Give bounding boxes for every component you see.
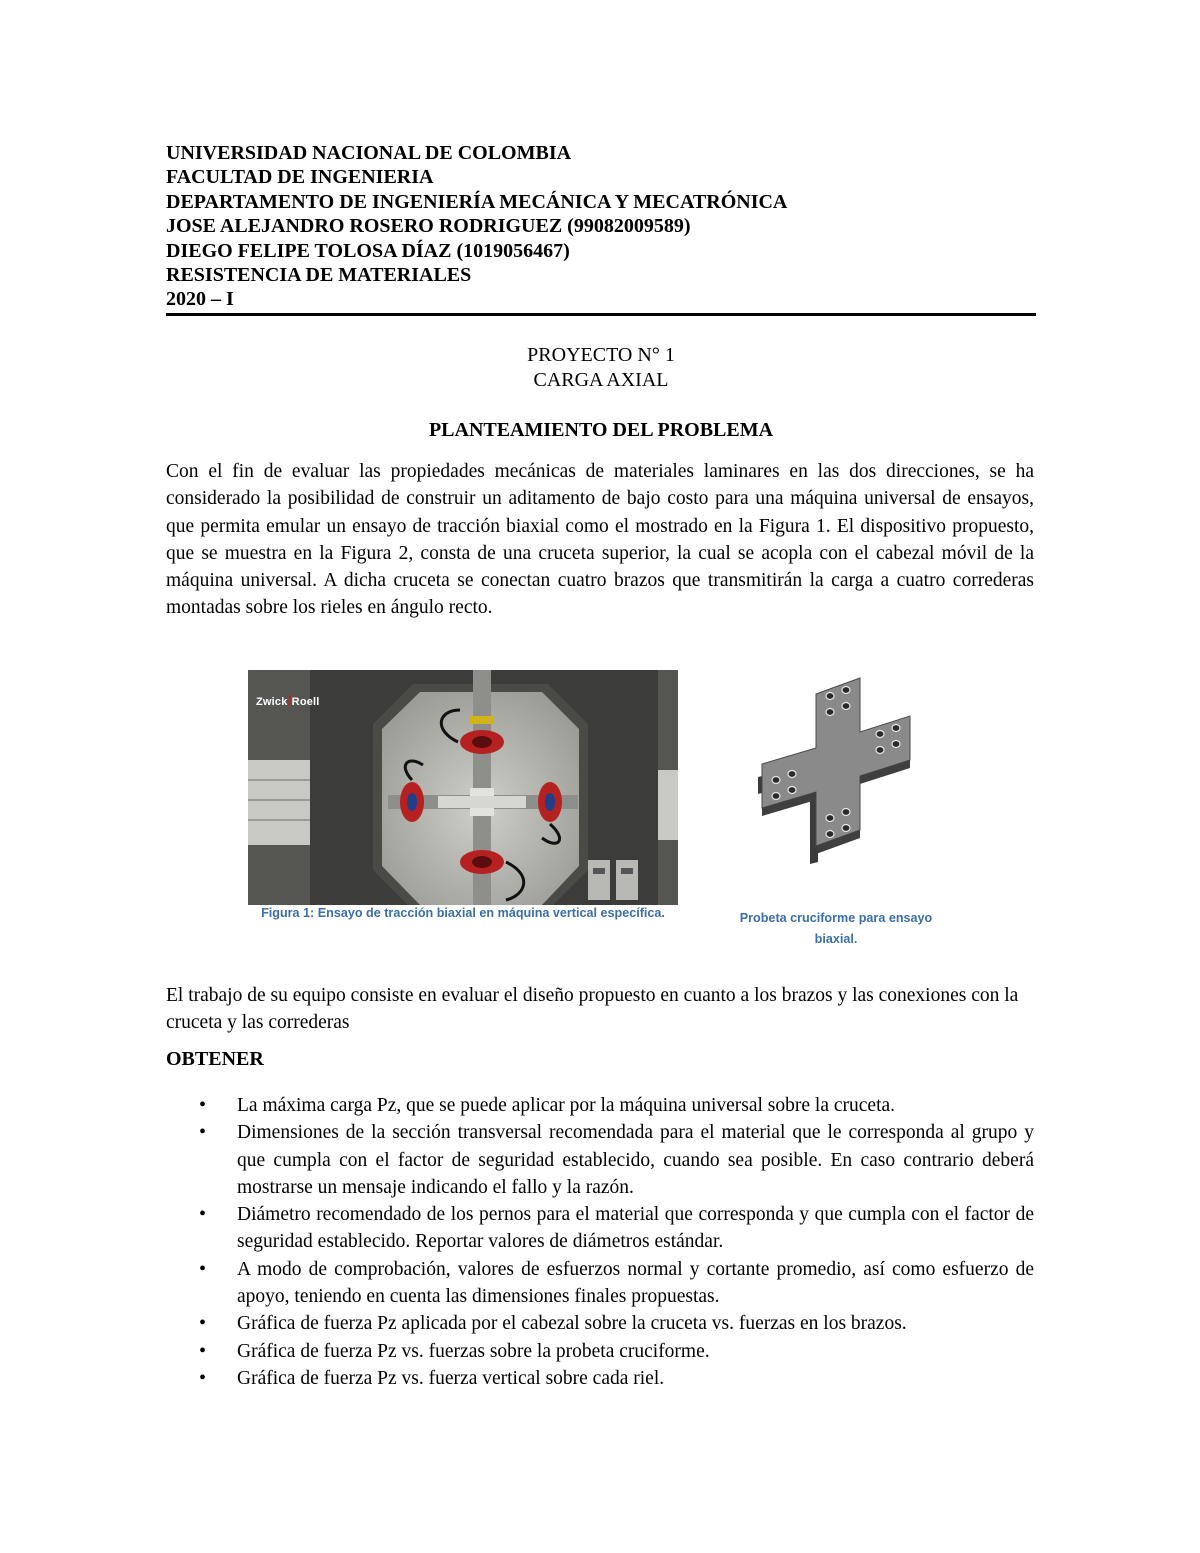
- figure-2-image: [748, 672, 928, 864]
- work-paragraph: El trabajo de su equipo consiste en evaluar el diseño propuesto en cuanto a los brazos y las conexiones con la cruceta y las correderas: [166, 985, 1019, 1034]
- figure-1-caption: Figura 1: Ensayo de tracción biaxial en máquina vertical específica.: [261, 906, 665, 920]
- faculty-name: FACULTAD DE INGENIERIA: [166, 166, 434, 189]
- obtain-list: [166, 1092, 1034, 1392]
- semester: 2020 – I: [166, 288, 234, 311]
- list-item: • A modo de comprobación, valores de esfuerzos normal y cortante promedio, así como esfuerzo de apoyo, teniendo en cuenta las dimensiones finales propuestas.: [166, 1256, 1034, 1311]
- zwick-roell-logo: Zwick/Roell: [256, 692, 320, 708]
- course-name: RESISTENCIA DE MATERIALES: [166, 264, 472, 287]
- author-2: DIEGO FELIPE TOLOSA DÍAZ (1019056467): [166, 239, 570, 262]
- problem-paragraph: Con el fin de evaluar las propiedades mecánicas de materiales laminares en las dos direcciones, se ha considerado la posibilidad de construir un aditamento de bajo costo para una máquina universal de ensayos, que permita emular un ensayo de tracción biaxial como el mostrado en la Figura 1. El dispositivo propuesto, que se muestra en la Figura 2, consta de una cruceta superior, la cual se acopla con el cabezal móvil de la máquina universal. A dicha cruceta se conectan cuatro brazos que transmitirán la carga a cuatro correderas montadas sobre los rieles en ángulo recto.: [166, 461, 1034, 619]
- list-item: • La máxima carga Pz, que se puede aplicar por la máquina universal sobre la cruceta.: [166, 1092, 1034, 1119]
- problem-heading: PLANTEAMIENTO DEL PROBLEMA: [428, 419, 774, 441]
- department-name: DEPARTAMENTO DE INGENIERÍA MECÁNICA Y MECATRÓNICA: [166, 190, 788, 213]
- figure-1-image: [248, 670, 678, 905]
- project-subtitle: CARGA AXIAL: [533, 369, 669, 391]
- university-name: UNIVERSIDAD NACIONAL DE COLOMBIA: [166, 142, 572, 164]
- header-divider: [166, 313, 1036, 316]
- list-item: • Dimensiones de la sección transversal recomendada para el material que le corresponda al grupo y que cumpla con el factor de seguridad establecido, cuando sea posible. En caso contrario deberá mostrarse un mensaje indicando el fallo y la razón.: [166, 1119, 1034, 1201]
- list-item: • Gráfica de fuerza Pz vs. fuerzas sobre la probeta cruciforme.: [166, 1338, 1034, 1365]
- header-block: [166, 141, 1036, 312]
- list-item: • Gráfica de fuerza Pz aplicada por el cabezal sobre la cruceta vs. fuerzas en los brazos.: [166, 1310, 1034, 1337]
- obtain-heading: OBTENER: [166, 1048, 264, 1070]
- project-title-block: [166, 343, 1036, 393]
- project-number: PROYECTO N° 1: [527, 344, 675, 366]
- list-item: • Diámetro recomendado de los pernos para el material que corresponda y que cumpla con el factor de seguridad establecido. Reportar valores de diámetros estándar.: [166, 1201, 1034, 1256]
- figure-2-caption: Probeta cruciforme para ensayo biaxial.: [739, 911, 933, 946]
- list-item: • Gráfica de fuerza Pz vs. fuerza vertical sobre cada riel.: [166, 1365, 1034, 1392]
- author-1: JOSE ALEJANDRO ROSERO RODRIGUEZ (99082009589): [166, 215, 691, 238]
